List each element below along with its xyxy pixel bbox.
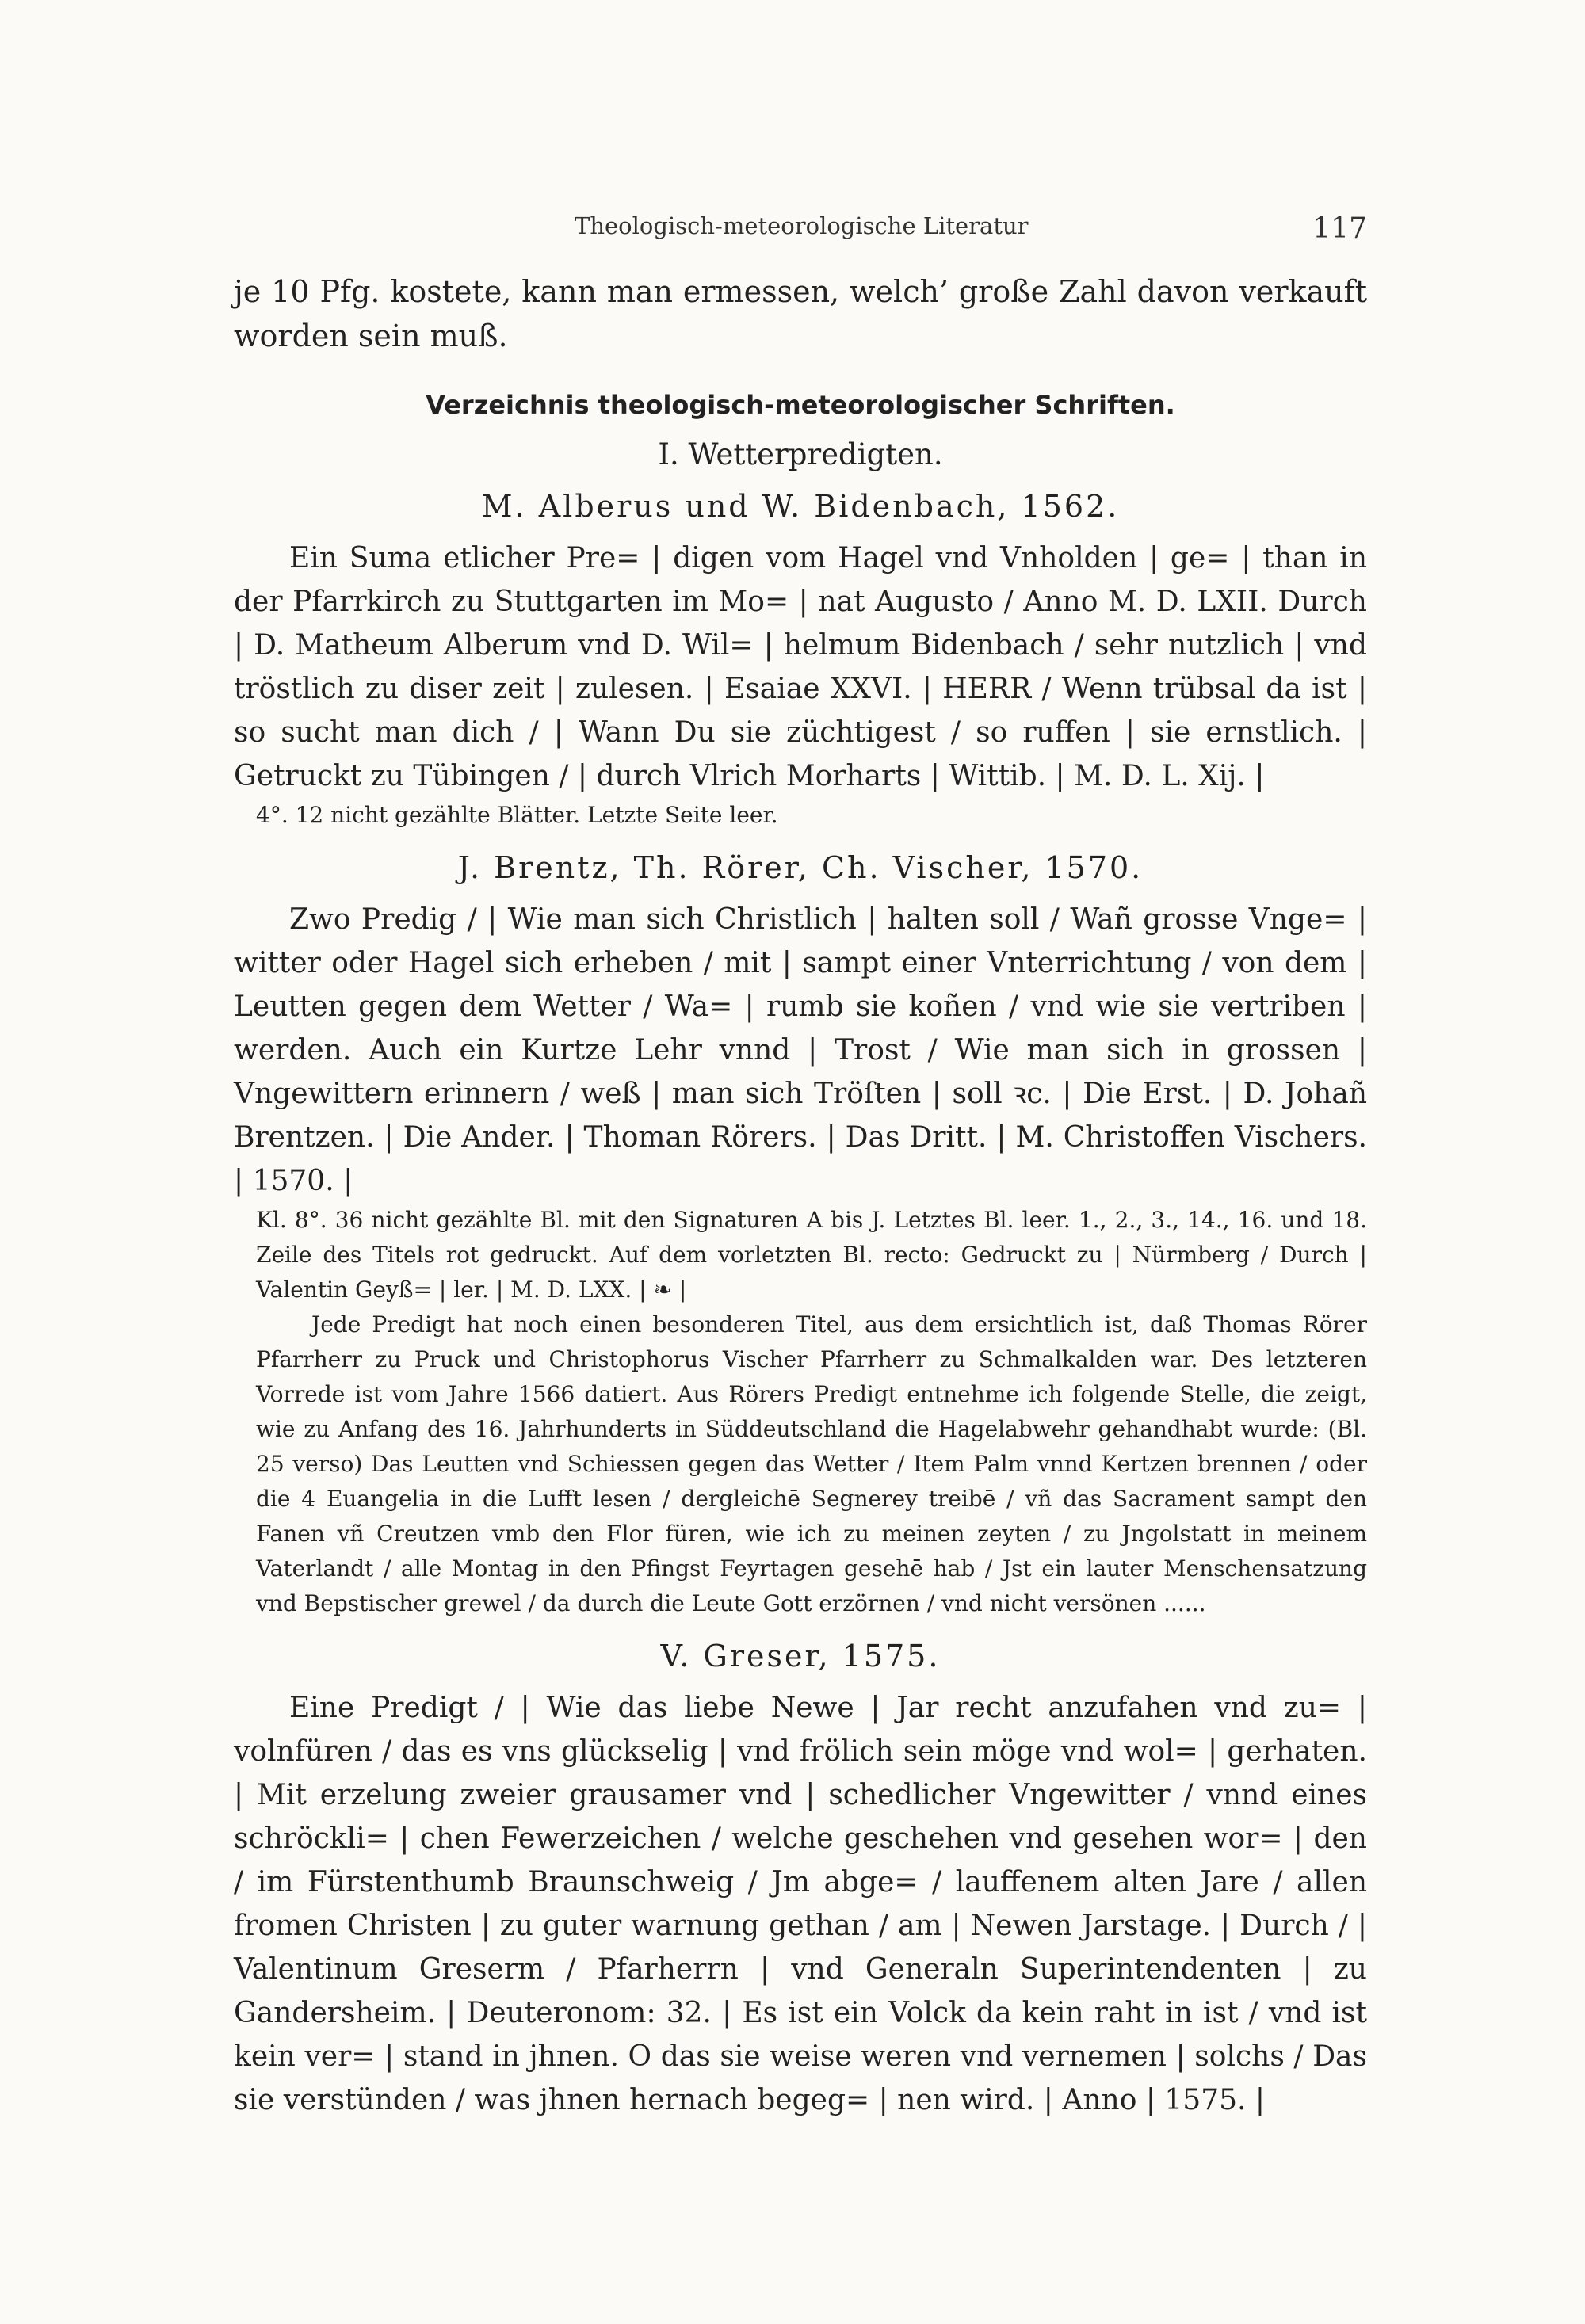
entry-author: V. Greser, 1575. — [660, 1639, 941, 1673]
section-title: I. Wetterpredigten. — [658, 437, 943, 471]
entry-note: Kl. 8°. 36 nicht gezählte Bl. mit den Signaturen A bis J. Letztes Bl. leer. 1., 2., 3., 14., 16. und 18. Zeile des Titels rot gedruckt. Auf dem vorletzten Bl. recto: Gedruckt zu | Nürmberg / Durch | Valentin Geyß= | ler. | M. D. LXX. | ❧ | — [256, 1207, 1367, 1303]
page-number: 117 — [1312, 212, 1367, 245]
intro-paragraph: je 10 Pfg. kostete, kann man ermessen, welch’ große Zahl davon verkauft worden sein muß. — [234, 274, 1367, 353]
entry-commentary: Jede Predigt hat noch einen besonderen Titel, aus dem ersichtlich ist, daß Thomas Rörer Pfarrherr zu Pruck und Christophorus Vischer Pfarrherr zu Schmalkalden war. Des letzteren Vorrede ist vom Jahre 1566 datiert. Aus Rörers Predigt entnehme ich folgende Stelle, die zeigt, wie zu Anfang des 16. Jahrhunderts in Süddeutschland die Hagelabwehr gehandhabt wurde: (Bl. 25 verso) Das Leutten vnd Schiessen gegen das Wetter / Item Palm vnnd Kertzen brennen / oder die 4 Euangelia in die Lufft lesen / dergleichē Segnerey treibē / vñ das Sacrament sampt den Fanen vñ Creutzen vmb den Flor füren, wie ich zu meinen zeyten / zu Jngolstatt in meinem Vaterlandt / alle Montag in den Pfingst Feyrtagen gesehē hab / Jst ein lauter Menschensatzung vnd Bepstischer grewel / da durch die Leute Gott erzörnen / vnd nicht versönen ...... — [256, 1311, 1367, 1616]
entry-title: Ein Suma etlicher Pre= | digen vom Hagel vnd Vnholden | ge= | than in der Pfarrkirch zu Stuttgarten im Mo= | nat Augusto / Anno M. D. LXII. Durch | D. Matheum Alberum vnd D. Wil= | helmum Bidenbach / sehr nutzlich | vnd tröstlich zu diser zeit | zulesen. | Esaiae XXVI. | HERR / Wenn trübsal da ist | so sucht man dich / | Wann Du sie züchtigest / so ruffen | sie ernstlich. | Getruckt zu Tübingen / | durch Vlrich Morharts | Wittib. | M. D. L. Xij. | — [234, 542, 1367, 792]
entry-title: Zwo Predig / | Wie man sich Christlich | halten soll / Wañ grosse Vnge= | witter oder Hagel sich erheben / mit | sampt einer Vnterrichtung / von dem | Leutten gegen dem Wetter / Wa= | rumb sie koñen / vnd wie sie vertriben | werden. Auch ein Kurtze Lehr vnnd | Trost / Wie man sich in grossen | Vngewittern erinnern / weß | man sich Tröſten | soll ꝛc. | Die Erst. | D. Johañ Brentzen. | Die Ander. | Thoman Rörers. | Das Dritt. | M. Christoffen Vischers. | 1570. | — [234, 903, 1367, 1197]
entry-author: M. Alberus und W. Bidenbach, 1562. — [481, 489, 1120, 524]
page-body — [234, 269, 1367, 2122]
entry-title: Eine Predigt / | Wie das liebe Newe | Jar recht anzufahen vnd zu= | volnfüren / das es vns glückselig | vnd frölich sein möge vnd wol= | gerhaten. | Mit erzelung zweier grausamer vnd | schedlicher Vngewitter / vnnd eines schröckli= | chen Fewerzeichen / welche geschehen vnd gesehen wor= | den / im Fürstenthumb Braunschweig / Jm abge= / lauffenem alten Jare / allen fromen Christen | zu guter warnung gethan / am | Newen Jarstage. | Durch / | Valentinum Greserm / Pfarherrn | vnd Generaln Superintendenten | zu Gandersheim. | Deuteronom: 32. | Es ist ein Volck da kein raht in ist / vnd ist kein ver= | stand in jhnen. O das sie weise weren vnd vernemen | solchs / Das sie verstünden / was jhnen hernach begeg= | nen wird. | Anno | 1575. | — [234, 1692, 1367, 2116]
entry-author: J. Brentz, Th. Rörer, Ch. Vischer, 1570. — [457, 850, 1144, 885]
entry-note: 4°. 12 nicht gezählte Blätter. Letzte Seite leer. — [256, 802, 778, 828]
list-heading: Verzeichnis theologisch-meteorologischer Schriften. — [426, 390, 1175, 420]
page-header — [234, 212, 1367, 252]
running-title: Theologisch-meteorologische Literatur — [575, 212, 1029, 239]
